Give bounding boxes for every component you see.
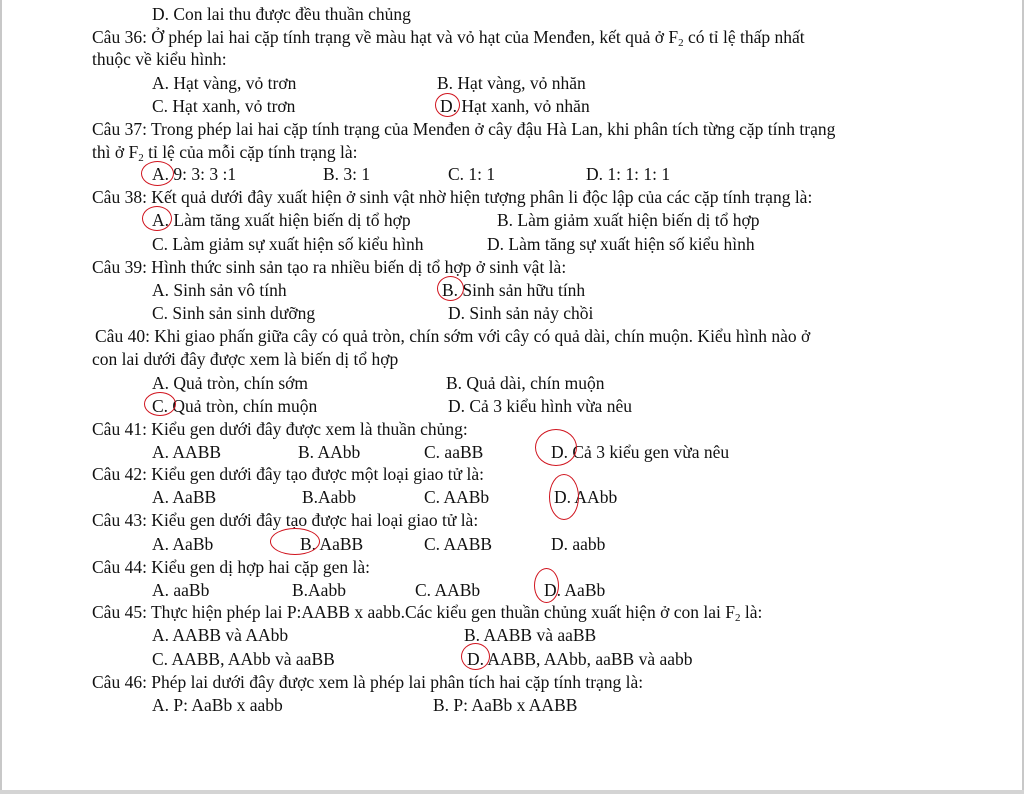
q38-option-d: D. Làm tăng sự xuất hiện số kiểu hình: [487, 234, 755, 254]
question-44: Câu 44: Kiểu gen dị hợp hai cặp gen là:: [92, 557, 371, 577]
q36-option-d: D. Hạt xanh, vỏ nhăn: [440, 96, 590, 116]
q43-option-a: A. AaBb: [152, 534, 214, 554]
q42-option-b: B.Aabb: [302, 487, 356, 507]
q38-option-c: C. Làm giảm sự xuất hiện số kiểu hình: [152, 234, 424, 254]
q44-option-c: C. AABb: [415, 580, 481, 600]
question-46: Câu 46: Phép lai dưới đây được xem là phép lai phân tích hai cặp tính trạng là:: [92, 672, 644, 692]
question-43: Câu 43: Kiểu gen dưới đây tạo được hai loại giao tử là:: [92, 510, 479, 530]
q41-option-c: C. aaBB: [424, 442, 484, 462]
question-37: Câu 37: Trong phép lai hai cặp tính trạng của Menđen ở cây đậu Hà Lan, khi phân tích từng cặp tính trạng: [92, 119, 836, 139]
q46-option-b: B. P: AaBb x AABB: [433, 695, 578, 715]
q44-option-b: B.Aabb: [292, 580, 346, 600]
q39-option-b: B. Sinh sản hữu tính: [442, 280, 586, 300]
answer-circle-q36: [435, 93, 460, 117]
q42-option-a: A. AaBB: [152, 487, 217, 507]
q36-option-b: B. Hạt vàng, vỏ nhăn: [437, 73, 586, 93]
q40-option-d: D. Cả 3 kiểu hình vừa nêu: [448, 396, 632, 416]
q41-option-a: A. AABB: [152, 442, 222, 462]
question-42: Câu 42: Kiểu gen dưới đây tạo được một loại giao tử là:: [92, 464, 485, 484]
question-41: Câu 41: Kiểu gen dưới đây được xem là thuần chủng:: [92, 419, 468, 439]
q43-option-d: D. aabb: [551, 534, 606, 554]
q39-option-a: A. Sinh sản vô tính: [152, 280, 287, 300]
page-left-border: [0, 0, 2, 794]
q44-option-d: D. AaBb: [544, 580, 606, 600]
q40-option-a: A. Quả tròn, chín sớm: [152, 373, 309, 393]
q42-option-d: D. AAbb: [554, 487, 618, 507]
q41-option-b: B. AAbb: [298, 442, 361, 462]
q39-option-c: C. Sinh sản sinh dưỡng: [152, 303, 316, 323]
option-previous-d: D. Con lai thu được đều thuần chủng: [152, 4, 411, 24]
q37-option-a: A. 9: 3: 3 :1: [152, 164, 237, 184]
q37-option-b: B. 3: 1: [323, 164, 371, 184]
q40-option-b: B. Quả dài, chín muộn: [446, 373, 605, 393]
question-36: Câu 36: Ở phép lai hai cặp tính trạng về màu hạt và vỏ hạt của Menđen, kết quả ở $F_2$ có tỉ lệ thấp nhất: [92, 27, 805, 49]
page-bottom-border: [0, 790, 1024, 794]
answer-circle-q39: [437, 276, 464, 301]
answer-circle-q45: [461, 643, 490, 670]
q39-option-d: D. Sinh sản nảy chồi: [448, 303, 594, 323]
q37-option-d: D. 1: 1: 1: 1: [586, 164, 671, 184]
q36-option-c: C. Hạt xanh, vỏ trơn: [152, 96, 296, 116]
q45-option-a: A. AABB và AAbb: [152, 625, 289, 645]
q36-option-a: A. Hạt vàng, vỏ trơn: [152, 73, 297, 93]
question-37-cont: thì ở $F_2$ tỉ lệ của mỗi cặp tính trạng là:: [92, 142, 358, 164]
q43-option-b: B. AaBB: [300, 534, 364, 554]
q38-option-a: A. Làm tăng xuất hiện biến dị tổ hợp: [152, 210, 411, 230]
question-38: Câu 38: Kết quả dưới đây xuất hiện ở sinh vật nhờ hiện tượng phân li độc lập của các cặp tính trạng là:: [92, 187, 813, 207]
question-45: Câu 45: Thực hiện phép lai P:AABB x aabb.Các kiểu gen thuần chủng xuất hiện ở con lai $F_2$ là:: [92, 602, 763, 624]
answer-circle-q41: [535, 429, 577, 466]
q45-option-b: B. AABB và aaBB: [464, 625, 597, 645]
q43-option-c: C. AABB: [424, 534, 493, 554]
answer-circle-q44: [534, 568, 559, 603]
question-36-cont: thuộc về kiểu hình:: [92, 49, 227, 69]
q42-option-c: C. AABb: [424, 487, 490, 507]
q46-option-a: A. P: AaBb x aabb: [152, 695, 283, 715]
question-40: Câu 40: Khi giao phấn giữa cây có quả tròn, chín sớm với cây có quả dài, chín muộn. Kiểu hình nào ở: [95, 326, 811, 346]
answer-circle-q42: [549, 474, 579, 520]
question-40-cont: con lai dưới đây được xem là biến dị tổ hợp: [92, 349, 399, 369]
q40-option-c: C. Quả tròn, chín muộn: [152, 396, 318, 416]
answer-circle-q37: [141, 161, 174, 186]
q37-option-c: C. 1: 1: [448, 164, 496, 184]
q44-option-a: A. aaBb: [152, 580, 210, 600]
answer-circle-q40: [144, 392, 176, 416]
q45-option-d: D. AABB, AAbb, aaBB và aabb: [467, 649, 693, 669]
question-39: Câu 39: Hình thức sinh sản tạo ra nhiều biến dị tổ hợp ở sinh vật là:: [92, 257, 567, 277]
answer-circle-q38: [142, 206, 172, 231]
q45-option-c: C. AABB, AAbb và aaBB: [152, 649, 335, 669]
q38-option-b: B. Làm giảm xuất hiện biến dị tổ hợp: [497, 210, 760, 230]
answer-circle-q43: [270, 528, 320, 555]
q41-option-d: D. Cả 3 kiểu gen vừa nêu: [551, 442, 730, 462]
